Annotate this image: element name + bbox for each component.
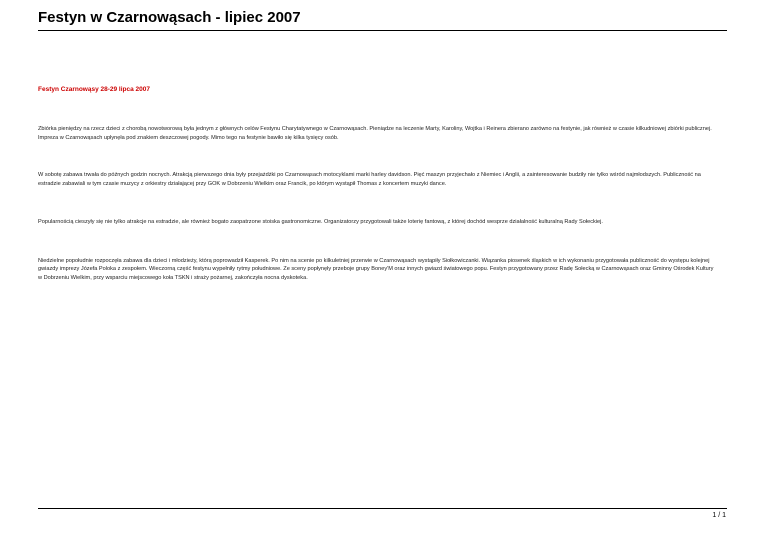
article (38, 86, 718, 311)
header-divider (38, 30, 727, 31)
article-title: Festyn Czarnowąsy 28-29 lipca 2007 (38, 86, 151, 93)
article-paragraph-3: Popularnością cieszyły się nie tylko atrakcje na estradzie, ale również bogato zaopatrzone stoiska gastronomiczne. Organizatorzy przygotowali także loterię fantową, z której dochód wesprze działalność kulturalną Rady Sołeckiej. (38, 219, 603, 225)
article-paragraph-1: Zbiórka pieniędzy na rzecz dzieci z chorobą nowotworową była jednym z głównych celów Festynu Charytatywnego w Czarnowąsach. Pieniądze na leczenie Marty, Karoliny, Wojtka i Reinera zbierano zarówno na festynie, jak również w czasie kilkudniowej zbiórki publicznej. Impreza w Czarnowąsach upłynęła pod znakiem deszczowej pogody. Mimo tego na festynie bawiło się kilka tysięcy osób. (38, 126, 712, 141)
article-paragraph-4: Niedzielne popołudnie rozpoczęła zabawa dla dzieci i młodzieży, którą poprowadził Kasperek. Po nim na scenie po kilkuletniej przerwie w Czarnowąsach wystąpiły Siołkowiczanki. Wiązanka piosenek śląskich w ich wykonaniu przygotowała publiczność do występu kolejnej gwiazdy imprezy Józefa Poloka z zespołem. Wieczorną część festynu wypełniły rytmy południowe. Ze sceny popłynęły przeboje grupy Boney'M oraz innych gwiazd światowego popu. Festyn przygotowany przez Radę Sołecką w Czarnowąsach oraz Gminny Ośrodek Kultury w Dobrzeniu Wielkim, przy wsparciu miejscowego koła TSKN i straży pożarnej, zakończyła nocna dyskoteka. (38, 257, 714, 281)
article-paragraph-2: W sobotę zabawa trwała do późnych godzin nocnych. Atrakcją pierwszego dnia były przejażdżki po Czarnowąsach motocyklami marki harley davidson. Pięć maszyn przyjechało z Niemiec i Anglii, a zainteresowanie budziły nie tylko wśród najmłodszych. Publiczność na estradzie zabawiali w tym czasie muzycy z orkiestry działającej przy GOK w Dobrzeniu Wielkim oraz Francik, po którym wystąpił Thomas z koncertem muzyki dance. (38, 172, 701, 187)
footer-divider (38, 508, 727, 509)
page-number: 1 / 1 (712, 512, 726, 519)
page-title: Festyn w Czarnowąsach - lipiec 2007 (38, 9, 301, 26)
